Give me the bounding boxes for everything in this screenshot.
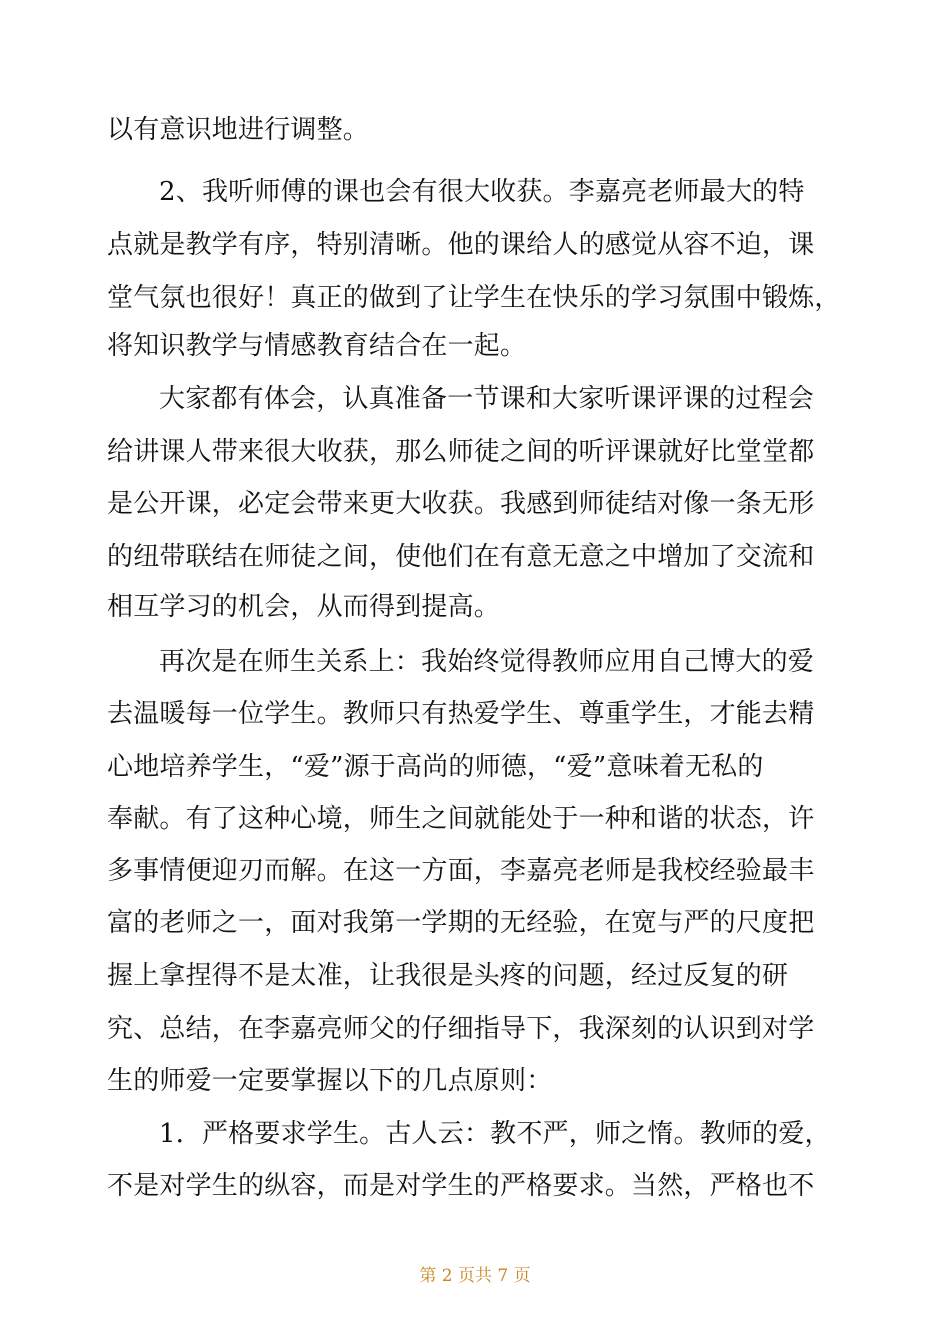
text-line: 以有意识地进行调整。	[107, 115, 370, 145]
text-line: 握上拿捏得不是太准，让我很是头疼的问题，经过反复的研	[107, 961, 789, 991]
text-line: 点就是教学有序，特别清晰。他的课给人的感觉从容不迫，课	[107, 230, 815, 260]
text-line: 将知识教学与情感教育结合在一起。	[107, 331, 527, 361]
text-line: 奉献。有了这种心境，师生之间就能处于一种和谐的状态，许	[107, 804, 815, 834]
text-line: 不是对学生的纵容，而是对学生的严格要求。当然，严格也不	[107, 1171, 815, 1201]
text-line: 再次是在师生关系上：我始终觉得教师应用自己博大的爱	[159, 647, 815, 677]
text-line: 生的师爱一定要掌握以下的几点原则：	[107, 1066, 553, 1096]
page-number-footer: 第 2 页共 7 页	[419, 1266, 531, 1286]
text-line: 是公开课，必定会带来更大收获。我感到师徒结对像一条无形	[107, 489, 815, 519]
text-line: 大家都有体会，认真准备一节课和大家听课评课的过程会	[159, 384, 815, 414]
text-line: 多事情便迎刃而解。在这一方面，李嘉亮老师是我校经验最丰	[107, 856, 815, 886]
text-line: 2、我听师傅的课也会有很大收获。李嘉亮老师最大的特	[159, 177, 805, 207]
text-line: 究、总结，在李嘉亮师父的仔细指导下，我深刻的认识到对学	[107, 1014, 815, 1044]
text-line: 富的老师之一，面对我第一学期的无经验，在宽与严的尺度把	[107, 908, 815, 938]
text-line: 的纽带联结在师徒之间，使他们在有意无意之中增加了交流和	[107, 542, 815, 572]
text-line: 相互学习的机会，从而得到提高。	[107, 592, 501, 622]
text-line: 1．严格要求学生。古人云：教不严，师之惰。教师的爱，	[159, 1119, 831, 1149]
text-line: 去温暖每一位学生。教师只有热爱学生、尊重学生，才能去精	[107, 699, 815, 729]
text-line: 心地培养学生，“爱”源于高尚的师德，“爱”意味着无私的	[107, 752, 764, 782]
text-line: 给讲课人带来很大收获，那么师徒之间的听评课就好比堂堂都	[107, 437, 815, 467]
text-line: 堂气氛也很好！真正的做到了让学生在快乐的学习氛围中锻炼，	[107, 283, 841, 313]
